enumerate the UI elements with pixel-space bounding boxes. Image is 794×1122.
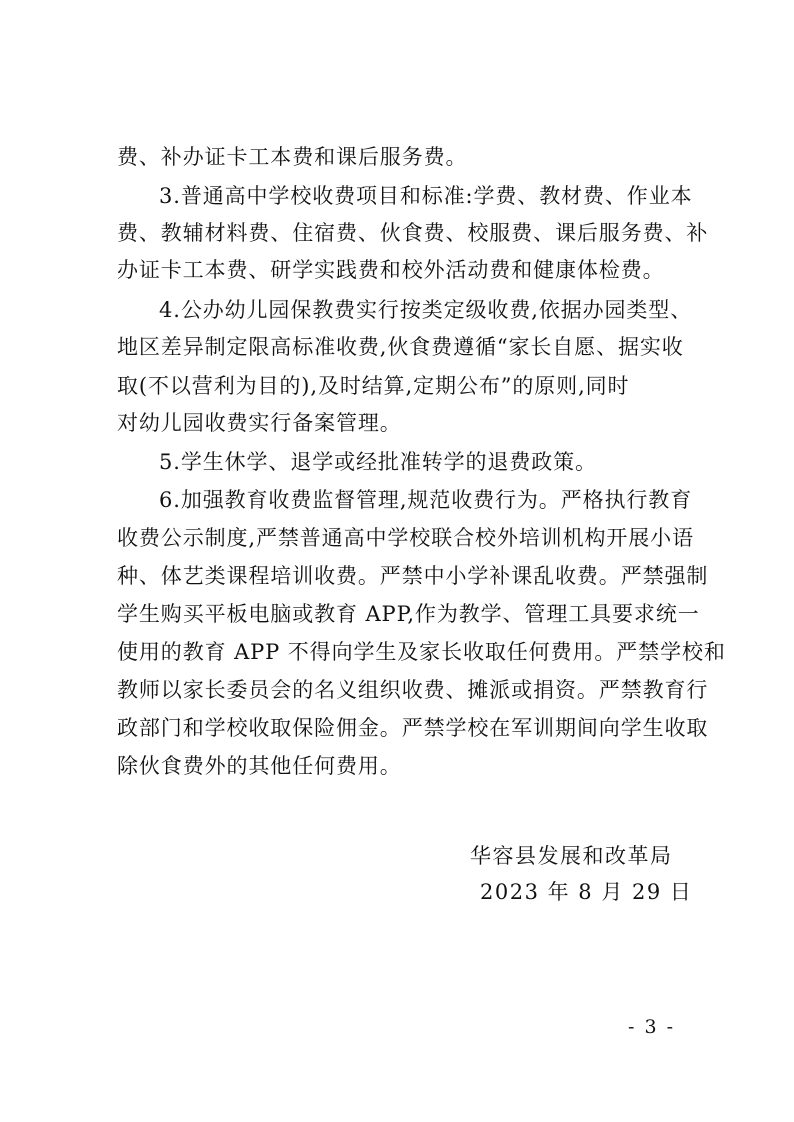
text-line-7: 取(不以营利为目的),及时结算,定期公布”的原则,同时	[117, 374, 630, 398]
text-line-15: 教师以家长委员会的名义组织收费、摊派或捐资。严禁教育行	[117, 678, 709, 702]
signature-date: 2023 年 8 月 29 日	[480, 880, 693, 904]
text-line-3: 费、教辅材料费、住宿费、伙食费、校服费、课后服务费、补	[117, 221, 709, 245]
text-line-1: 费、补办证卡工本费和课后服务费。	[117, 145, 468, 169]
text-line-14: 使用的教育 APP 不得向学生及家长收取任何费用。严禁学校和	[117, 640, 726, 664]
text-line-9: 5.学生休学、退学或经批准转学的退费政策。	[159, 450, 597, 474]
text-line-16: 政部门和学校收取保险佣金。严禁学校在军训期间向学生收取	[117, 716, 709, 740]
text-line-6: 地区差异制定限高标准收费,伙食费遵循“家长自愿、据实收	[117, 335, 684, 359]
text-line-2: 3.普通高中学校收费项目和标准:学费、教材费、作业本	[159, 184, 693, 208]
text-line-13: 学生购买平板电脑或教育 APP,作为教学、管理工具要求统一	[117, 602, 700, 626]
text-line-10: 6.加强教育收费监督管理,规范收费行为。严格执行教育	[159, 488, 693, 512]
text-line-8: 对幼儿园收费实行备案管理。	[117, 411, 402, 435]
signature-organization: 华容县发展和改革局	[470, 844, 673, 868]
page-number: - 3 -	[627, 1016, 675, 1038]
text-line-12: 种、体艺类课程培训收费。严禁中小学补课乱收费。严禁强制	[117, 564, 709, 588]
text-line-11: 收费公示制度,严禁普通高中学校联合校外培训机构开展小语	[117, 526, 694, 550]
text-line-4: 办证卡工本费、研学实践费和校外活动费和健康体检费。	[117, 258, 665, 282]
text-line-17: 除伙食费外的其他任何费用。	[117, 754, 402, 778]
text-line-5: 4.公办幼儿园保教费实行按类定级收费,依据办园类型、	[159, 298, 693, 322]
